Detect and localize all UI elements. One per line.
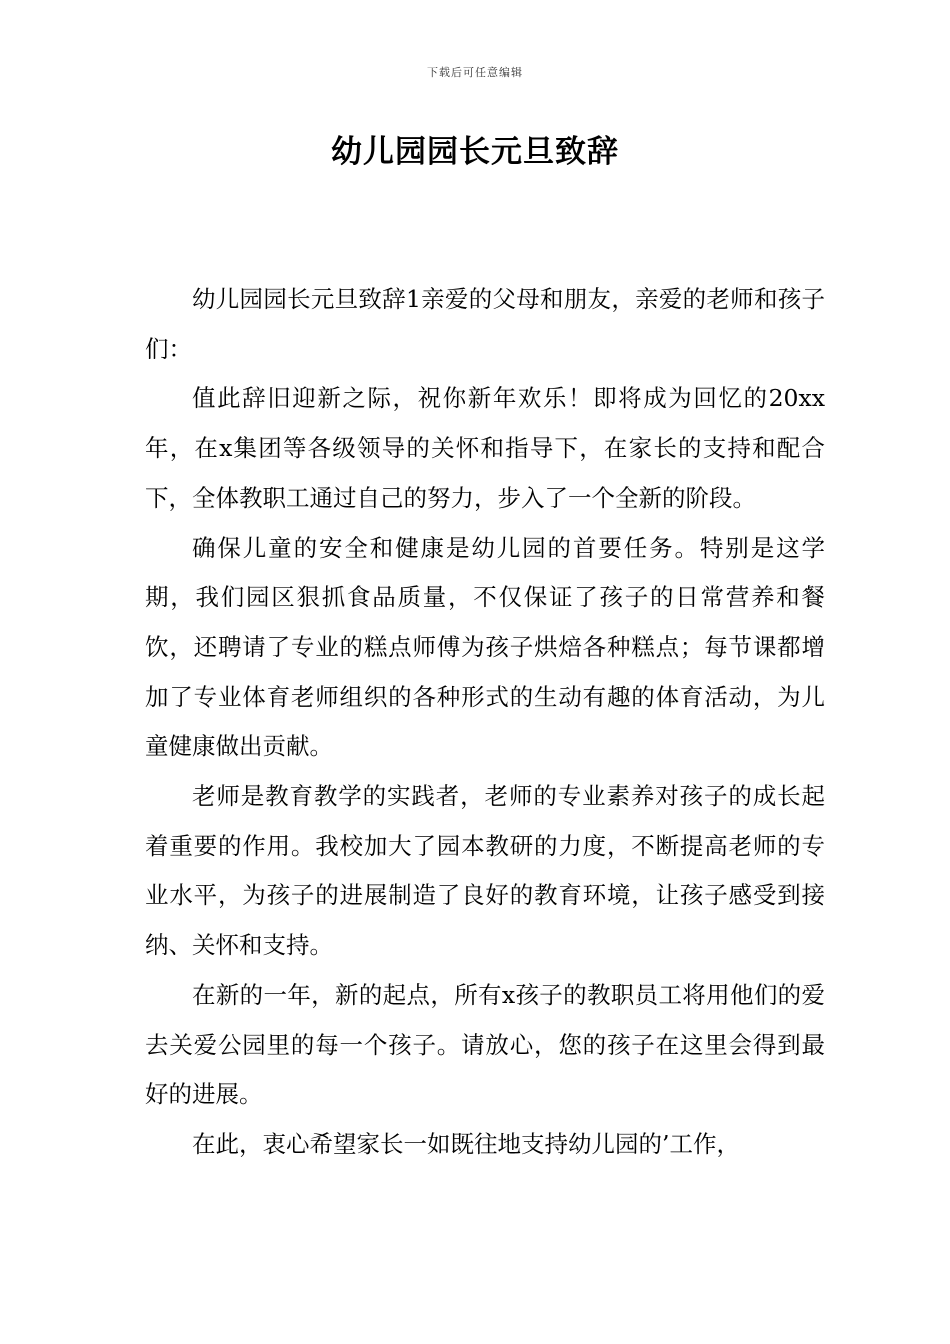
paragraph-new-start: 在新的一年，新的起点，所有x孩子的教职员工将用他们的爱去关爱公园里的每一个孩子。请放心，您的孩子在这里会得到最好的进展。 — [145, 980, 825, 1109]
paragraph-teachers: 老师是教育教学的实践者，老师的专业素养对孩子的成长起着重要的作用。我校加大了园本教研的力度，不断提高老师的专业水平，为孩子的进展制造了良好的教育环境，让孩子感受到接纳、关怀和支持。 — [145, 782, 825, 960]
paragraph-closing: 在此，衷心希望家长一如既往地支持幼儿园的’工作， — [192, 1129, 740, 1158]
paragraph-greeting: 幼儿园园长元旦致辞1亲爱的父母和朋友，亲爱的老师和孩子们： — [145, 285, 825, 363]
document-body — [145, 275, 825, 1170]
document-title: 幼儿园园长元旦致辞 — [331, 134, 619, 170]
paragraph-safety-health: 确保儿童的安全和健康是幼儿园的首要任务。特别是这学期，我们园区狠抓食品质量，不仅保证了孩子的日常营养和餐饮，还聘请了专业的糕点师傅为孩子烘焙各种糕点；每节课都增加了专业体育老师组织的各种形式的生动有趣的体育活动，为儿童健康做出贡献。 — [145, 533, 825, 761]
paragraph-new-year: 值此辞旧迎新之际，祝你新年欢乐！即将成为回忆的20xx年，在x集团等各级领导的关怀和指导下，在家长的支持和配合下，全体教职工通过自己的努力，步入了一个全新的阶段。 — [145, 384, 825, 512]
header-note: 下载后可任意编辑 — [427, 66, 523, 79]
